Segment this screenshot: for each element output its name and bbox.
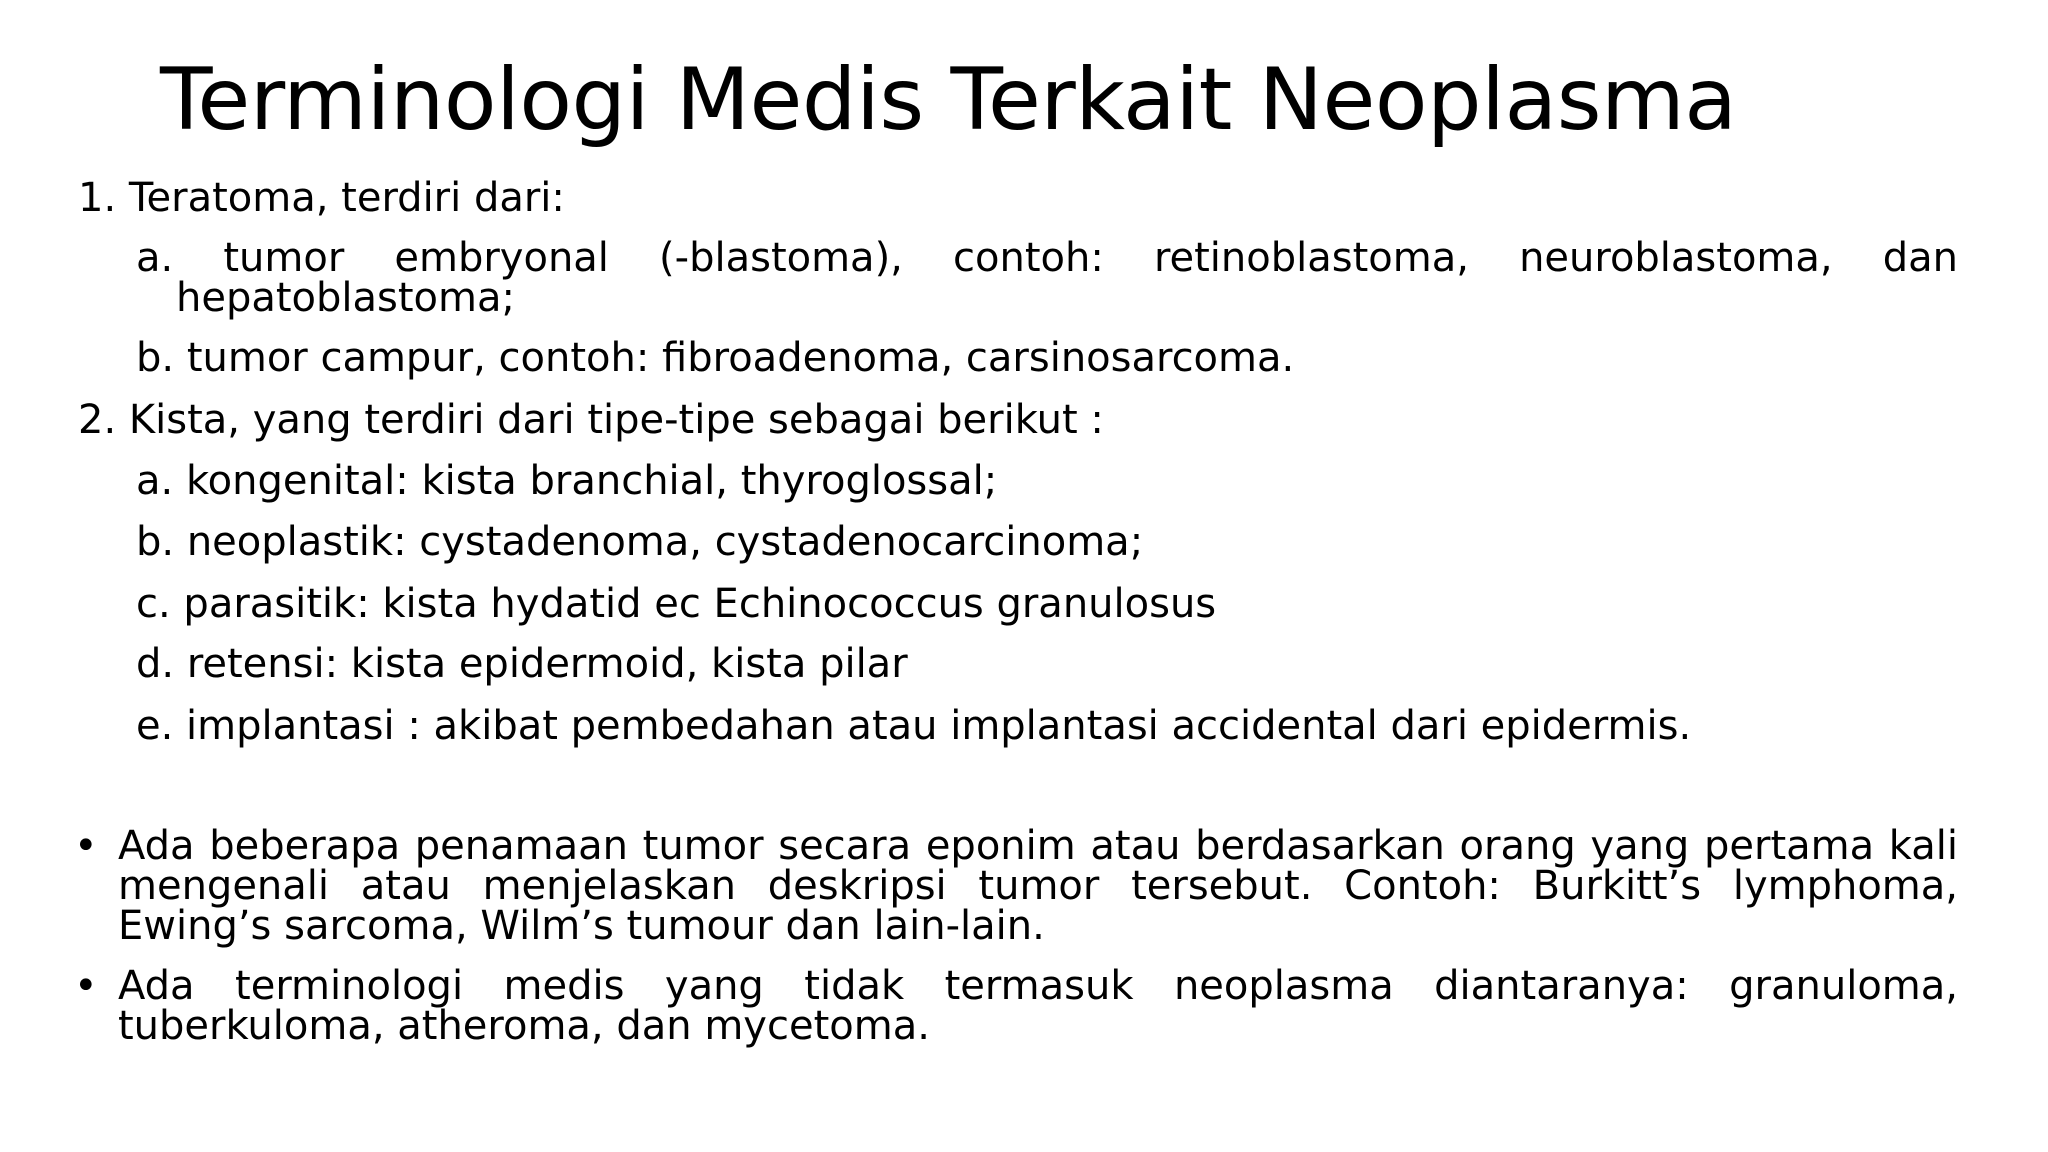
list-item-kista: 2. Kista, yang terdiri dari tipe-tipe sebagai berikut : <box>78 397 1104 443</box>
bullet-marker: • <box>74 963 98 1009</box>
slide-title: Terminologi Medis Terkait Neoplasma <box>160 50 1737 150</box>
bullet-eponim: Ada beberapa penamaan tumor secara eponim atau berdasarkan orang yang pertama kali mengenali atau menjelaskan deskripsi tumor tersebut. Contoh: Burkitt’s lymphoma, Ewing’s sarcoma, Wilm’s tumour dan lain-lain. <box>118 823 1958 949</box>
sub-item-kongenital: a. kongenital: kista branchial, thyroglossal; <box>136 458 998 504</box>
bullet-non-neoplasma: Ada terminologi medis yang tidak termasuk neoplasma diantaranya: granuloma, tuberkuloma, atheroma, dan mycetoma. <box>118 963 1958 1049</box>
sub-item-embryonal-text: a. tumor embryonal (-blastoma), contoh: retinoblastoma, neuroblastoma, dan hepatoblastoma; <box>136 235 1958 321</box>
sub-item-parasitik: c. parasitik: kista hydatid ec Echinococcus granulosus <box>136 581 1217 627</box>
list-item-teratoma: 1. Teratoma, terdiri dari: <box>78 175 565 221</box>
sub-item-retensi: d. retensi: kista epidermoid, kista pilar <box>136 641 908 687</box>
bullet-marker: • <box>74 823 98 869</box>
sub-item-tumor-campur: b. tumor campur, contoh: fibroadenoma, carsinosarcoma. <box>136 335 1295 381</box>
sub-item-implantasi: e. implantasi : akibat pembedahan atau implantasi accidental dari epidermis. <box>136 703 1692 749</box>
sub-item-embryonal <box>136 235 1958 321</box>
sub-item-neoplastik: b. neoplastik: cystadenoma, cystadenocarcinoma; <box>136 519 1144 565</box>
